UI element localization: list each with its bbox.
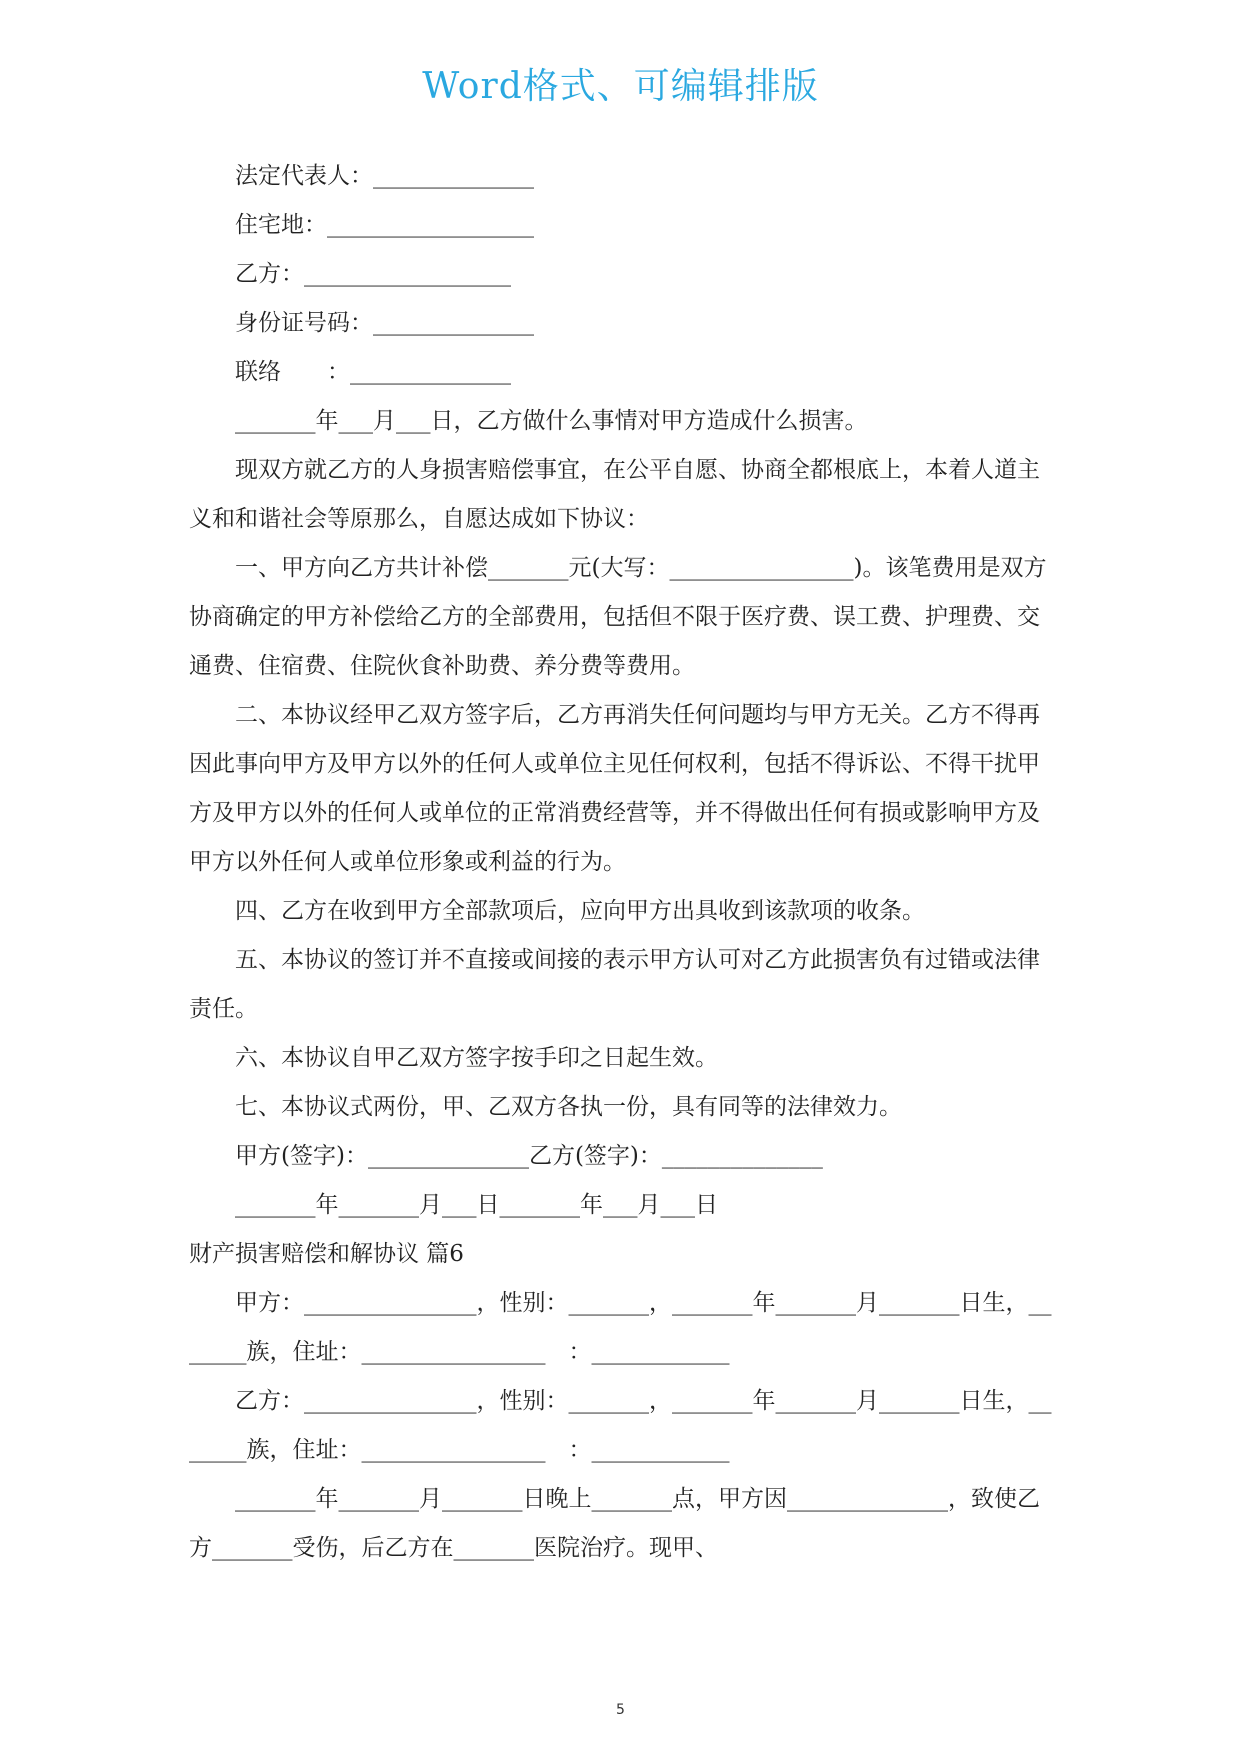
party-a-info-paragraph: 甲方：_______________，性别：_______，_______年_______月_______日生，_______族，住址：________________ ：____________ xyxy=(189,1290,1052,1365)
party-b-line: 乙方：__________________ xyxy=(235,261,511,287)
residence-line: 住宅地：__________________ xyxy=(235,212,534,238)
legal-representative-line: 法定代表人：______________ xyxy=(235,163,534,189)
document-body xyxy=(189,152,1055,1573)
incident-date-paragraph: _______年___月___日，乙方做什么事情对甲方造成什么损害。 xyxy=(235,408,868,434)
agreement-intro-paragraph: 现双方就乙方的人身损害赔偿事宜，在公平自愿、协商全都根底上，本着人道主义和和谐社会等原那么，自愿达成如下协议： xyxy=(189,457,1040,532)
clause-4-paragraph: 四、乙方在收到甲方全部款项后，应向甲方出具收到该款项的收条。 xyxy=(235,898,925,924)
incident-description-paragraph: _______年_______月_______日晚上_______点，甲方因______________，致使乙方_______受伤，后乙方在_______医院治疗。现甲、 xyxy=(189,1486,1040,1561)
signature-line: 甲方(签字)：______________乙方(签字)：______________ xyxy=(235,1143,823,1169)
clause-2-paragraph: 二、本协议经甲乙双方签字后，乙方再消失任何问题均与甲方无关。乙方不得再因此事向甲方及甲方以外的任何人或单位主见任何权利，包括不得诉讼、不得干扰甲方及甲方以外的任何人或单位的正常消费经营等，并不得做出任何有损或影响甲方及甲方以外任何人或单位形象或利益的行为。 xyxy=(189,702,1040,875)
signature-date-line: _______年_______月___日_______年___月___日 xyxy=(235,1192,718,1218)
party-b-info-paragraph: 乙方：_______________，性别：_______，_______年_______月_______日生，_______族，住址：________________ ：____________ xyxy=(189,1388,1052,1463)
clause-1-paragraph: 一、甲方向乙方共计补偿_______元(大写：________________)。该笔费用是双方协商确定的甲方补偿给乙方的全部费用，包括但不限于医疗费、误工费、护理费、交通费、住宿费、住院伙食补助费、养分费等费用。 xyxy=(189,555,1047,679)
clause-7-paragraph: 七、本协议式两份，甲、乙双方各执一份，具有同等的法律效力。 xyxy=(235,1094,902,1120)
contact-line: 联络 ：______________ xyxy=(235,359,511,385)
clause-5-paragraph: 五、本协议的签订并不直接或间接的表示甲方认可对乙方此损害负有过错或法律责任。 xyxy=(189,947,1040,1022)
document-header-title: Word格式、可编辑排版 xyxy=(422,66,819,107)
page-number: 5 xyxy=(616,1702,625,1718)
section-heading: 财产损害赔偿和解协议 篇6 xyxy=(189,1241,464,1267)
id-number-line: 身份证号码：______________ xyxy=(235,310,534,336)
clause-6-paragraph: 六、本协议自甲乙双方签字按手印之日起生效。 xyxy=(235,1045,718,1071)
